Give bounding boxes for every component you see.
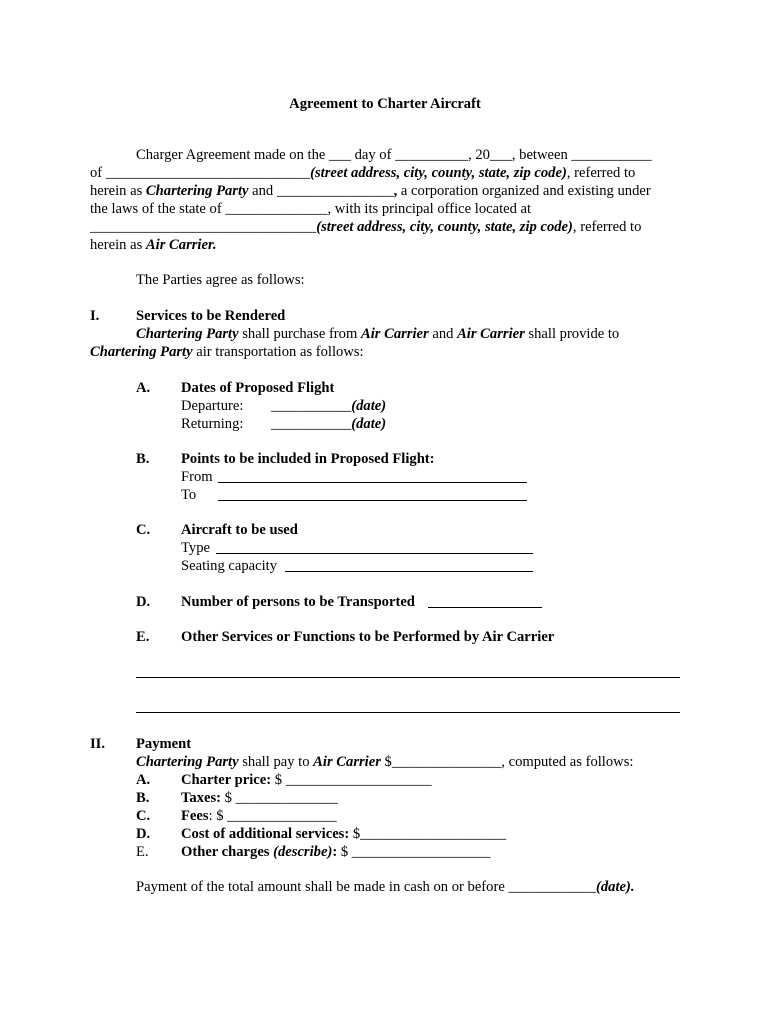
section-1-text-1: Chartering Party shall purchase from Air Carrier and Air Carrier shall provide to: [136, 326, 620, 342]
section-2-text: Chartering Party shall pay to Air Carrier $_______________, computed as follows:: [136, 754, 634, 770]
type-field[interactable]: [216, 553, 533, 554]
section-1-heading: Services to be Rendered: [136, 308, 286, 324]
to-field[interactable]: [218, 500, 527, 501]
intro-line-4: the laws of the state of ______________, with its principal office located at: [90, 201, 532, 217]
payment-charter-price[interactable]: Charter price: $ ____________________: [181, 772, 432, 788]
seating-capacity-label: Seating capacity: [181, 558, 278, 574]
seating-capacity-field[interactable]: [285, 571, 533, 572]
item-e-heading: Other Services or Functions to be Performed by Air Carrier: [181, 629, 555, 645]
payment-fees[interactable]: Fees: $ _______________: [181, 808, 337, 824]
intro-line-1: Charger Agreement made on the ___ day of __________, 20___, between ___________: [136, 147, 652, 163]
payment-due-clause: Payment of the total amount shall be made in cash on or before ____________(date).: [136, 879, 635, 895]
section-2-heading: Payment: [136, 736, 192, 752]
departure-field[interactable]: ___________(date): [271, 398, 387, 414]
item-c-heading: Aircraft to be used: [181, 522, 298, 538]
from-field[interactable]: [218, 482, 527, 483]
payment-a-letter: A.: [136, 772, 151, 788]
item-e-letter: E.: [136, 629, 150, 645]
payment-d-letter: D.: [136, 826, 151, 842]
payment-additional-services[interactable]: Cost of additional services: $____________________: [181, 826, 507, 842]
to-label: To: [181, 487, 197, 503]
intro-line-6: herein as Air Carrier.: [90, 237, 217, 253]
parties-agree: The Parties agree as follows:: [136, 272, 305, 288]
other-services-line-2[interactable]: [136, 712, 680, 713]
persons-field[interactable]: [428, 607, 542, 608]
payment-b-letter: B.: [136, 790, 150, 806]
item-b-heading: Points to be included in Proposed Flight:: [181, 451, 435, 467]
intro-line-2: of ____________________________(street address, city, county, state, zip code), referred to: [90, 165, 636, 181]
returning-label: Returning:: [181, 416, 244, 432]
item-d-heading: Number of persons to be Transported: [181, 594, 415, 610]
item-a-heading: Dates of Proposed Flight: [181, 380, 335, 396]
payment-other-charges[interactable]: Other charges (describe): $ ___________________: [181, 844, 491, 860]
section-1-number: I.: [90, 308, 100, 324]
returning-field[interactable]: ___________(date): [271, 416, 387, 432]
document-title: Agreement to Charter Aircraft: [289, 96, 481, 112]
item-d-letter: D.: [136, 594, 151, 610]
item-a-letter: A.: [136, 380, 151, 396]
payment-taxes[interactable]: Taxes: $ ______________: [181, 790, 338, 806]
item-c-letter: C.: [136, 522, 151, 538]
intro-line-5: _______________________________(street address, city, county, state, zip code), referred to: [90, 219, 642, 235]
section-2-number: II.: [90, 736, 106, 752]
departure-label: Departure:: [181, 398, 244, 414]
type-label: Type: [181, 540, 210, 556]
intro-line-3: herein as Chartering Party and ________________, a corporation organized and existing under: [90, 183, 651, 199]
other-services-line-1[interactable]: [136, 677, 680, 678]
payment-c-letter: C.: [136, 808, 151, 824]
item-b-letter: B.: [136, 451, 150, 467]
from-label: From: [181, 469, 213, 485]
payment-e-letter: E.: [136, 844, 149, 860]
section-1-text-2: Chartering Party air transportation as follows:: [90, 344, 364, 360]
